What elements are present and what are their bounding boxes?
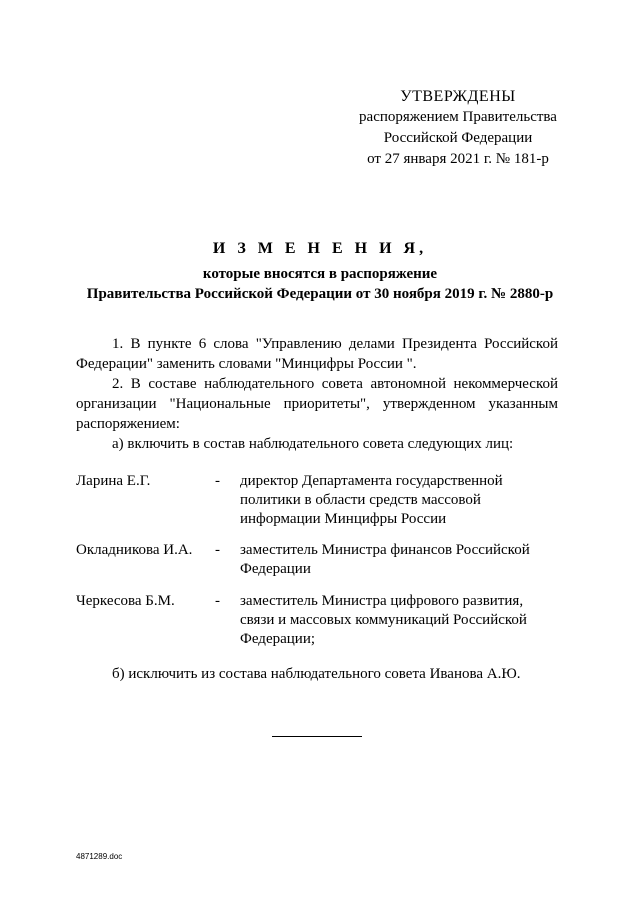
member-dash: - <box>215 473 220 489</box>
title-subtitle <box>60 264 580 304</box>
paragraph-2: 2. В составе наблюдательного совета автономной некоммерческой организации "Национальные приоритеты", утвержденном указанным распоряжением: <box>76 376 558 432</box>
member-position: директор Департамента государственной политики в области средств массовой информации Минцифры России <box>240 473 503 527</box>
paragraph-4: б) исключить из состава наблюдательного совета Иванова А.Ю. <box>112 666 521 682</box>
member-name: Окладникова И.А. <box>76 542 193 558</box>
approval-line-2: Российской Федерации <box>383 130 533 146</box>
approval-line-1: распоряжением Правительства <box>359 109 557 125</box>
title-sub-line-1: которые вносятся в распоряжение <box>202 266 438 282</box>
title-sub-line-2: Правительства Российской Федерации от 30 ноября 2019 г. № 2880-р <box>86 286 554 302</box>
document-title <box>60 238 580 304</box>
title-main: И З М Е Н Е Н И Я, <box>212 240 428 257</box>
member-name: Ларина Е.Г. <box>76 473 151 489</box>
member-name: Черкесова Б.М. <box>76 593 175 609</box>
document-reference: 4871289.doc <box>76 852 123 861</box>
member-dash: - <box>215 593 220 609</box>
approval-stamp <box>340 86 576 170</box>
member-dash: - <box>215 542 220 558</box>
paragraph-3: а) включить в состав наблюдательного совета следующих лиц: <box>112 436 514 452</box>
approval-line-3: от 27 января 2021 г. № 181-р <box>367 151 549 167</box>
paragraph-1: 1. В пункте 6 слова "Управлению делами Президента Российской Федерации" заменить словами "Минцифры России ". <box>76 336 558 372</box>
member-position: заместитель Министра цифрового развития, связи и массовых коммуникаций Российской Федерации; <box>240 593 527 647</box>
member-position: заместитель Министра финансов Российской Федерации <box>240 542 530 577</box>
approval-heading: УТВЕРЖДЕНЫ <box>400 88 516 105</box>
separator-line <box>272 736 362 737</box>
